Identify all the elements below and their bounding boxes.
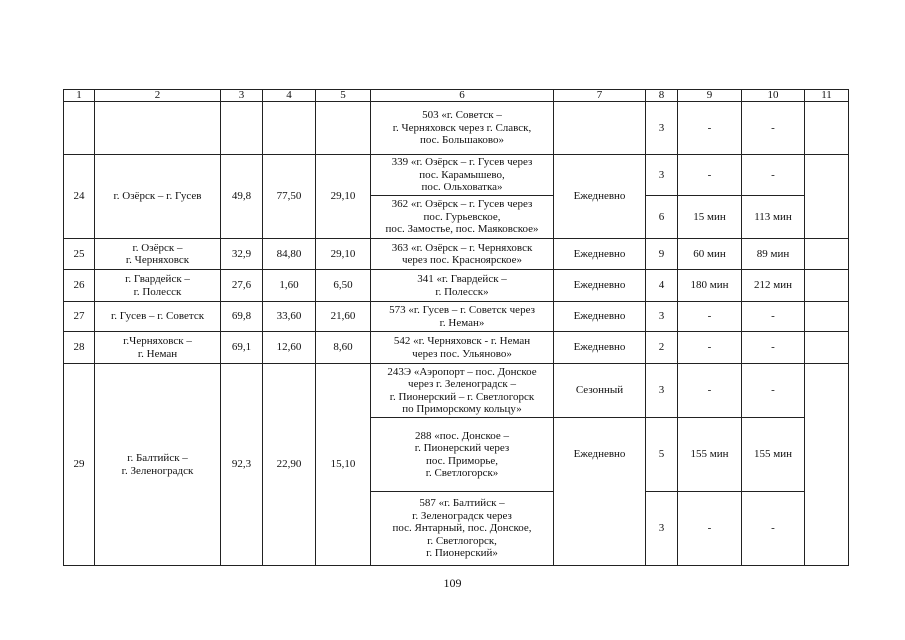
value-cell: 21,60	[316, 302, 371, 332]
duration-cell: 113 мин	[742, 196, 805, 239]
header-cell: 10	[742, 90, 805, 102]
empty-cell	[805, 239, 849, 270]
interval-cell: -	[678, 492, 742, 566]
value-cell: 15,10	[316, 364, 371, 566]
duration-cell: -	[742, 155, 805, 196]
row-number: 29	[64, 364, 95, 566]
row-number: 28	[64, 332, 95, 364]
duration-cell: 89 мин	[742, 239, 805, 270]
value-cell: 29,10	[316, 239, 371, 270]
table-row	[64, 302, 849, 332]
empty-cell	[805, 364, 849, 566]
route-cell: 587 «г. Балтийск – г. Зеленоградск через пос. Янтарный, пос. Донское, г. Светлогорск, г. Пионерский»	[371, 492, 554, 566]
schedule-cell: Ежедневно	[554, 332, 646, 364]
route-name: г. Озёрск – г. Гусев	[95, 155, 221, 239]
interval-cell: -	[678, 102, 742, 155]
value-cell: 6,50	[316, 270, 371, 302]
route-cell: 339 «г. Озёрск – г. Гусев через пос. Карамышево, пос. Ольховатка»	[371, 155, 554, 196]
row-number: 25	[64, 239, 95, 270]
value-cell: 92,3	[221, 364, 263, 566]
table-row	[64, 102, 849, 155]
route-cell: 243Э «Аэропорт – пос. Донское через г. Зеленоградск – г. Пионерский – г. Светлогорск по Приморскому кольцу»	[371, 364, 554, 418]
header-cell: 6	[371, 90, 554, 102]
duration-cell: -	[742, 492, 805, 566]
header-cell: 3	[221, 90, 263, 102]
route-name: г. Гусев – г. Советск	[95, 302, 221, 332]
value-cell: 49,8	[221, 155, 263, 239]
header-cell: 2	[95, 90, 221, 102]
schedule-cell: Ежедневно	[554, 418, 646, 566]
empty-cell	[805, 102, 849, 155]
trips-cell: 3	[646, 492, 678, 566]
interval-cell: -	[678, 155, 742, 196]
schedule-cell: Ежедневно	[554, 302, 646, 332]
header-cell: 1	[64, 90, 95, 102]
duration-cell: -	[742, 364, 805, 418]
empty-cell	[221, 102, 263, 155]
interval-cell: -	[678, 364, 742, 418]
table-row	[64, 270, 849, 302]
trips-cell: 3	[646, 364, 678, 418]
trips-cell: 9	[646, 239, 678, 270]
header-cell: 7	[554, 90, 646, 102]
trips-cell: 3	[646, 102, 678, 155]
header-cell: 9	[678, 90, 742, 102]
interval-cell: 155 мин	[678, 418, 742, 492]
table-row	[64, 239, 849, 270]
route-cell: 503 «г. Советск – г. Черняховск через г. Славск, пос. Большаково»	[371, 102, 554, 155]
empty-cell	[64, 102, 95, 155]
empty-cell	[805, 332, 849, 364]
table-row	[64, 364, 849, 418]
table-row	[64, 332, 849, 364]
schedule-cell: Ежедневно	[554, 239, 646, 270]
value-cell: 77,50	[263, 155, 316, 239]
value-cell: 1,60	[263, 270, 316, 302]
route-cell: 363 «г. Озёрск – г. Черняховск через пос. Красноярское»	[371, 239, 554, 270]
empty-cell	[805, 270, 849, 302]
empty-cell	[95, 102, 221, 155]
route-name: г. Озёрск – г. Черняховск	[95, 239, 221, 270]
interval-cell: -	[678, 302, 742, 332]
schedule-cell: Сезонный	[554, 364, 646, 418]
header-cell: 4	[263, 90, 316, 102]
empty-cell	[263, 102, 316, 155]
row-number: 26	[64, 270, 95, 302]
trips-cell: 2	[646, 332, 678, 364]
value-cell: 12,60	[263, 332, 316, 364]
trips-cell: 5	[646, 418, 678, 492]
row-number: 24	[64, 155, 95, 239]
route-cell: 288 «пос. Донское – г. Пионерский через пос. Приморье, г. Светлогорск»	[371, 418, 554, 492]
route-name: г. Балтийск – г. Зеленоградск	[95, 364, 221, 566]
empty-cell	[805, 155, 849, 239]
trips-cell: 4	[646, 270, 678, 302]
duration-cell: -	[742, 102, 805, 155]
duration-cell: 155 мин	[742, 418, 805, 492]
schedule-cell: Ежедневно	[554, 155, 646, 239]
value-cell: 8,60	[316, 332, 371, 364]
route-cell: 573 «г. Гусев – г. Советск через г. Неман»	[371, 302, 554, 332]
value-cell: 32,9	[221, 239, 263, 270]
header-cell: 5	[316, 90, 371, 102]
routes-table	[63, 89, 849, 566]
route-name: г. Гвардейск – г. Полесск	[95, 270, 221, 302]
value-cell: 69,1	[221, 332, 263, 364]
duration-cell: -	[742, 302, 805, 332]
value-cell: 69,8	[221, 302, 263, 332]
duration-cell: 212 мин	[742, 270, 805, 302]
interval-cell: -	[678, 332, 742, 364]
header-cell: 8	[646, 90, 678, 102]
interval-cell: 60 мин	[678, 239, 742, 270]
route-name: г.Черняховск – г. Неман	[95, 332, 221, 364]
trips-cell: 3	[646, 155, 678, 196]
value-cell: 27,6	[221, 270, 263, 302]
trips-cell: 3	[646, 302, 678, 332]
header-row	[64, 90, 849, 102]
route-cell: 542 «г. Черняховск - г. Неман через пос. Ульяново»	[371, 332, 554, 364]
duration-cell: -	[742, 332, 805, 364]
value-cell: 33,60	[263, 302, 316, 332]
row-number: 27	[64, 302, 95, 332]
value-cell: 22,90	[263, 364, 316, 566]
schedule-cell: Ежедневно	[554, 270, 646, 302]
value-cell: 84,80	[263, 239, 316, 270]
value-cell: 29,10	[316, 155, 371, 239]
empty-cell	[554, 102, 646, 155]
route-cell: 341 «г. Гвардейск – г. Полесск»	[371, 270, 554, 302]
interval-cell: 180 мин	[678, 270, 742, 302]
empty-cell	[316, 102, 371, 155]
route-cell: 362 «г. Озёрск – г. Гусев через пос. Гурьевское, пос. Замостье, пос. Маяковское»	[371, 196, 554, 239]
header-cell: 11	[805, 90, 849, 102]
table-row	[64, 155, 849, 196]
trips-cell: 6	[646, 196, 678, 239]
interval-cell: 15 мин	[678, 196, 742, 239]
empty-cell	[805, 302, 849, 332]
page-number: 109	[443, 576, 462, 590]
